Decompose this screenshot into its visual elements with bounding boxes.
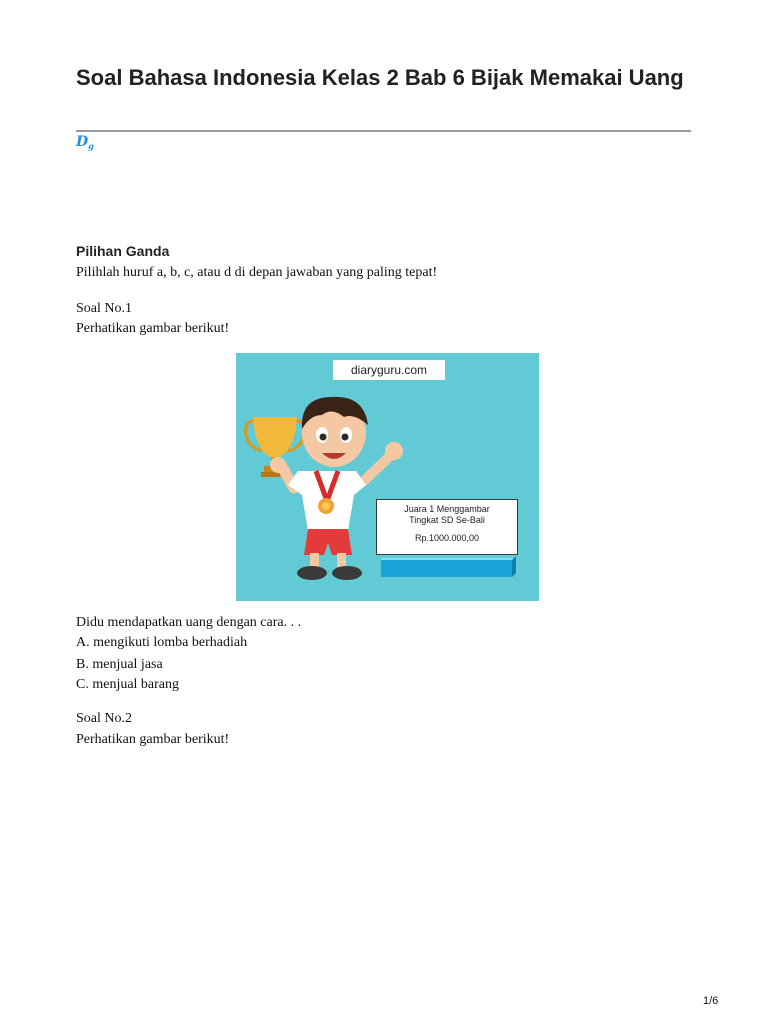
page-number: 1/6: [703, 995, 719, 1007]
question-2-number: Soal No.2: [76, 711, 132, 726]
section-instruction: Pilihlah huruf a, b, c, atau d di depan jawaban yang paling tepat!: [76, 265, 438, 280]
site-logo[interactable]: $D_g$: [76, 134, 94, 151]
option-a: A. mengikuti lomba berhadiah: [76, 635, 248, 650]
option-b: B. menjual jasa: [76, 657, 163, 672]
award-amount: Rp.1000.000,00: [414, 533, 480, 543]
question-1-prompt: Perhatikan gambar berikut!: [76, 321, 230, 336]
question-2-prompt: Perhatikan gambar berikut!: [76, 732, 230, 747]
award-title: Juara 1 Menggambar: [404, 504, 490, 514]
option-c: C. menjual barang: [76, 677, 180, 692]
section-heading: Pilihan Ganda: [76, 243, 170, 259]
boy-with-trophy-graphic: [236, 353, 539, 601]
award-sign: [376, 499, 518, 555]
page-title: Soal Bahasa Indonesia Kelas 2 Bab 6 Bijak Memakai Uang: [76, 65, 684, 90]
watermark-label: diaryguru.com: [333, 360, 445, 380]
title-divider: [76, 130, 691, 132]
award-subtitle: Tingkat SD Se-Bali: [409, 515, 485, 525]
question-1-number: Soal No.1: [76, 301, 132, 316]
question-1-text: Didu mendapatkan uang dengan cara. . .: [76, 615, 302, 630]
question-1-illustration: [236, 353, 539, 601]
